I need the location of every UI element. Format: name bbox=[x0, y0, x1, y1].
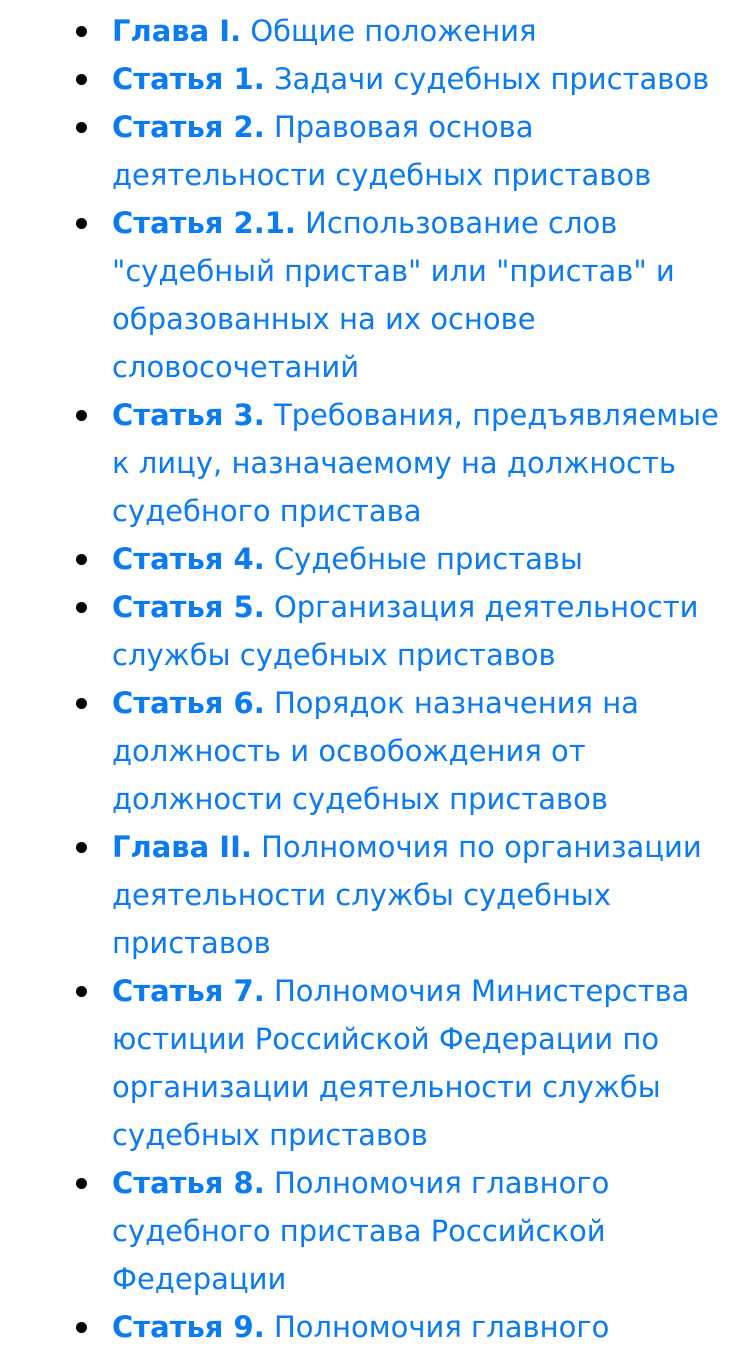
toc-item-title: Задачи судебных приставов bbox=[273, 62, 710, 96]
toc-item-number: Глава II. bbox=[112, 830, 252, 864]
toc-item-statya-2 bbox=[0, 103, 750, 199]
toc-item-statya-8 bbox=[0, 1159, 750, 1303]
toc-item-title: Полномочия по организации деятельности службы судебных приставов bbox=[112, 830, 702, 960]
toc-item-number: Глава I. bbox=[112, 14, 242, 48]
bullet-icon bbox=[76, 26, 87, 37]
toc-link[interactable] bbox=[112, 110, 651, 192]
toc-item-title: Полномочия главного судебного пристава Российской Федерации bbox=[112, 1166, 610, 1296]
toc-item-title: Полномочия главного bbox=[273, 1310, 610, 1344]
bullet-icon bbox=[76, 122, 87, 133]
toc-item-title: Использование слов "судебный пристав" или "пристав" и образованных на их основе словосочетаний bbox=[112, 206, 675, 384]
toc-item-statya-7 bbox=[0, 967, 750, 1159]
bullet-icon bbox=[76, 842, 87, 853]
toc-item-number: Статья 8. bbox=[112, 1166, 265, 1200]
toc-item-title: Судебные приставы bbox=[273, 542, 583, 576]
toc-link[interactable] bbox=[112, 830, 702, 960]
toc-item-statya-6 bbox=[0, 679, 750, 823]
bullet-icon bbox=[76, 410, 87, 421]
bullet-icon bbox=[76, 602, 87, 613]
bullet-icon bbox=[76, 986, 87, 997]
toc-item-number: Статья 5. bbox=[112, 590, 265, 624]
toc-link[interactable] bbox=[112, 1166, 609, 1296]
toc-item-number: Статья 9. bbox=[112, 1310, 265, 1344]
toc-item-statya-9 bbox=[0, 1303, 750, 1351]
toc-item-glava-1 bbox=[0, 7, 750, 55]
toc-item-title: Порядок назначения на должность и освобождения от должности судебных приставов bbox=[112, 686, 639, 816]
toc-link[interactable] bbox=[112, 686, 639, 816]
bullet-icon bbox=[76, 1178, 87, 1189]
toc-item-statya-5 bbox=[0, 583, 750, 679]
toc-item-number: Статья 2.1. bbox=[112, 206, 296, 240]
toc-item-number: Статья 3. bbox=[112, 398, 265, 432]
toc-item-title: Полномочия Министерства юстиции Российской Федерации по организации деятельности службы судебных приставов bbox=[112, 974, 690, 1152]
toc-item-statya-1 bbox=[0, 55, 750, 103]
toc-link[interactable] bbox=[112, 62, 709, 96]
bullet-icon bbox=[76, 218, 87, 229]
toc-link[interactable] bbox=[112, 974, 689, 1152]
table-of-contents bbox=[0, 7, 750, 1351]
toc-item-statya-2-1 bbox=[0, 199, 750, 391]
toc-link[interactable] bbox=[112, 542, 583, 576]
toc-item-title: Общие положения bbox=[250, 14, 537, 48]
bullet-icon bbox=[76, 554, 87, 565]
bullet-icon bbox=[76, 74, 87, 85]
toc-item-number: Статья 2. bbox=[112, 110, 265, 144]
toc-link[interactable] bbox=[112, 14, 536, 48]
bullet-icon bbox=[76, 698, 87, 709]
toc-item-title: Организация деятельности службы судебных приставов bbox=[112, 590, 699, 672]
toc-item-number: Статья 7. bbox=[112, 974, 265, 1008]
toc-item-statya-4 bbox=[0, 535, 750, 583]
toc-item-title: Требования, предъявляемые к лицу, назначаемому на должность судебного пристава bbox=[112, 398, 719, 528]
toc-item-statya-3 bbox=[0, 391, 750, 535]
bullet-icon bbox=[76, 1322, 87, 1333]
toc-link[interactable] bbox=[112, 206, 675, 384]
toc-link[interactable] bbox=[112, 398, 719, 528]
toc-item-number: Статья 6. bbox=[112, 686, 265, 720]
toc-item-title: Правовая основа деятельности судебных приставов bbox=[112, 110, 652, 192]
toc-link[interactable] bbox=[112, 1310, 609, 1344]
toc-item-number: Статья 1. bbox=[112, 62, 265, 96]
toc-link[interactable] bbox=[112, 590, 699, 672]
toc-item-glava-2 bbox=[0, 823, 750, 967]
toc-item-number: Статья 4. bbox=[112, 542, 265, 576]
